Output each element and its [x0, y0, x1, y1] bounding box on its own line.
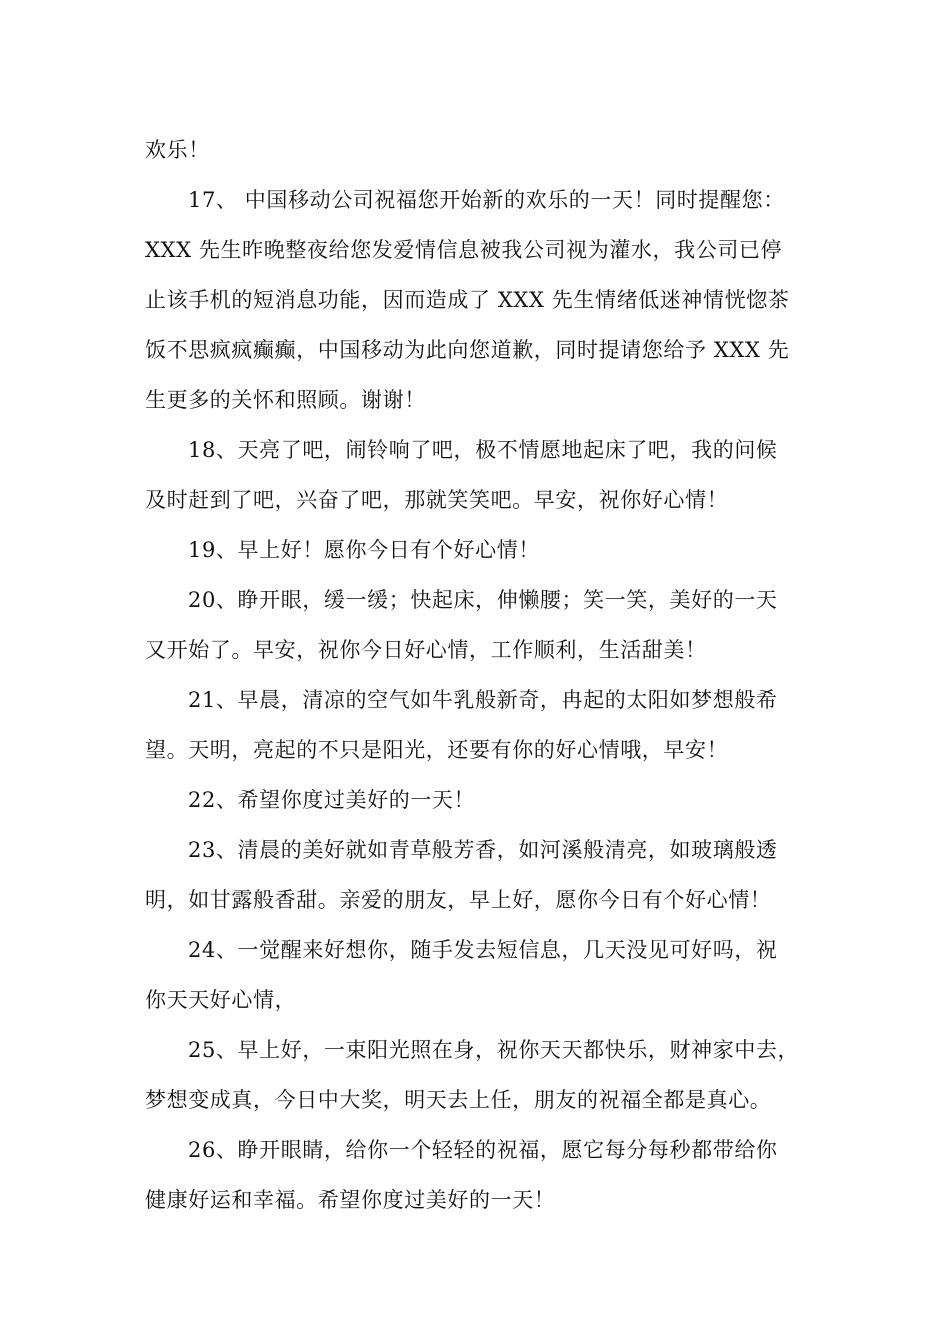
text-line: 21、早晨，清凉的空气如牛乳般新奇，冉起的太阳如梦想般希: [188, 688, 778, 712]
text-line: 止该手机的短消息功能，因而造成了 XXX 先生情绪低迷神情恍惚茶: [145, 288, 790, 312]
text-line: 17、 中国移动公司祝福您开始新的欢乐的一天！同时提醒您：: [188, 188, 785, 212]
text-line: XXX 先生昨晚整夜给您发爱情信息被我公司视为灌水，我公司已停: [145, 238, 783, 262]
text-line: 饭不思疯疯癫癫，中国移动为此向您道歉，同时提请您给予 XXX 先: [145, 338, 790, 362]
text-line: 26、睁开眼睛，给你一个轻轻的祝福，愿它每分每秒都带给你: [188, 1138, 778, 1162]
text-line: 梦想变成真，今日中大奖，明天去上任，朋友的祝福全都是真心。: [145, 1088, 772, 1112]
text-line: 欢乐！: [145, 138, 210, 162]
text-line: 望。天明，亮起的不只是阳光，还要有你的好心情哦，早安！: [145, 738, 729, 762]
text-line: 22、希望你度过美好的一天！: [188, 788, 476, 812]
text-line: 又开始了。早安，祝你今日好心情，工作顺利，生活甜美！: [145, 638, 707, 662]
text-line: 23、清晨的美好就如青草般芳香，如河溪般清亮，如玻璃般透: [188, 838, 778, 862]
text-line: 25、早上好，一束阳光照在身，祝你天天都快乐，财神家中去，: [188, 1038, 800, 1062]
text-line: 24、一觉醒来好想你，随手发去短信息，几天没见可好吗，祝: [188, 938, 778, 962]
text-line: 生更多的关怀和照顾。谢谢！: [145, 388, 426, 412]
text-line: 明，如甘露般香甜。亲爱的朋友，早上好，愿你今日有个好心情！: [145, 888, 772, 912]
text-line: 18、天亮了吧，闹铃响了吧，极不情愿地起床了吧，我的问候: [188, 438, 778, 462]
text-line: 及时赶到了吧，兴奋了吧，那就笑笑吧。早安，祝你好心情！: [145, 488, 729, 512]
text-line: 19、早上好！愿你今日有个好心情！: [188, 538, 540, 562]
text-line: 20、睁开眼，缓一缓；快起床，伸懒腰；笑一笑，美好的一天: [188, 588, 778, 612]
text-line: 健康好运和幸福。希望你度过美好的一天！: [145, 1188, 556, 1212]
text-line: 你天天好心情，: [145, 988, 297, 1012]
